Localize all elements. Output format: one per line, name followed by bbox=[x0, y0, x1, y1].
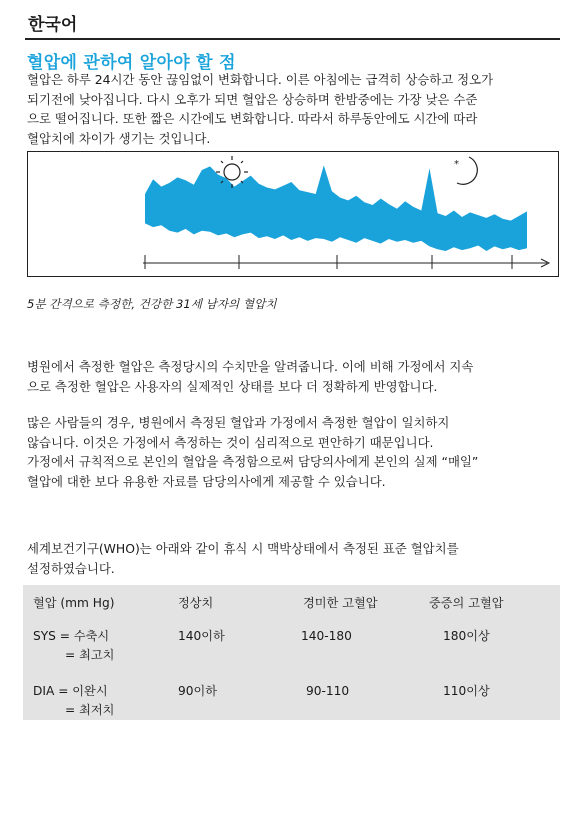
home-vs-clinic-paragraph bbox=[27, 357, 557, 396]
text-line: 혈압치에 차이가 생기는 것입니다. bbox=[27, 130, 211, 146]
text-line: 않습니다. 이것은 가정에서 측정하는 것이 심리적으로 편안하기 때문입니다. bbox=[27, 434, 434, 450]
intro-paragraph bbox=[27, 70, 557, 148]
row-label: SYS = 수축시 bbox=[33, 629, 110, 643]
normal-value: 90이하 bbox=[178, 684, 218, 698]
text-line: 설정하였습니다. bbox=[27, 560, 115, 576]
severe-value: 110이상 bbox=[443, 684, 490, 698]
text-line: 혈압에 대한 보다 유용한 자료를 담당의사에게 제공할 수 있습니다. bbox=[27, 473, 386, 489]
text-line: 으로 측정한 혈압은 사용자의 실제적인 상태를 보다 더 정확하게 반영합니다. bbox=[27, 378, 438, 394]
blood-pressure-chart bbox=[27, 151, 559, 277]
table-header: 혈압 (mm Hg) bbox=[33, 596, 115, 610]
night-mark: * bbox=[454, 159, 459, 170]
moon-icon bbox=[457, 157, 477, 184]
text-line: 병원에서 측정한 혈압은 측정당시의 수치만을 알려줍니다. 이에 비해 가정에서 지속 bbox=[27, 359, 474, 374]
divider bbox=[25, 38, 560, 40]
row-label-sub: = 최고치 bbox=[65, 648, 115, 662]
text-line: 으로 떨어집니다. 또한 짧은 시간에도 변화합니다. 따라서 하루동안에도 시간에 따라 bbox=[27, 111, 478, 126]
text-line: 세계보건기구(WHO)는 아래와 같이 휴식 시 맥박상태에서 측정된 표준 혈압치를 bbox=[27, 541, 459, 556]
language-label: 한국어 bbox=[28, 15, 78, 35]
table-header: 중증의 고혈압 bbox=[429, 596, 504, 610]
text-line: 혈압은 하루 24시간 동안 끊임없이 변화합니다. 이른 아침에는 급격히 상승하고 정오가 bbox=[27, 72, 494, 87]
normal-value: 140이하 bbox=[178, 629, 225, 643]
text-line: 가정에서 규칙적으로 본인의 혈압을 측정함으로써 담당의사에게 본인의 실제 “매일” bbox=[27, 454, 479, 469]
text-line: 많은 사람들의 경우, 병원에서 측정된 혈압과 가정에서 측정한 혈압이 일치하지 bbox=[27, 415, 450, 430]
row-label-sub: = 최저치 bbox=[65, 703, 115, 717]
table-header: 경미한 고혈압 bbox=[303, 596, 378, 610]
row-label: DIA = 이완시 bbox=[33, 684, 108, 698]
table-header: 정상치 bbox=[178, 596, 214, 610]
severe-value: 180이상 bbox=[443, 629, 490, 643]
reasons-paragraph bbox=[27, 413, 557, 491]
chart-caption: 5분 간격으로 측정한, 건강한 31세 남자의 혈압치 bbox=[27, 297, 277, 311]
text-line: 되기전에 낮아집니다. 다시 오후가 되면 혈압은 상승하며 한밤중에는 가장 낮은 수준 bbox=[27, 91, 478, 107]
section-heading: 혈압에 관하여 알아야 할 점 bbox=[27, 53, 236, 73]
who-paragraph bbox=[27, 539, 557, 578]
mild-value: 140-180 bbox=[301, 629, 352, 643]
bp-classification-table bbox=[23, 585, 560, 720]
mild-value: 90-110 bbox=[306, 684, 350, 698]
bp-range-area bbox=[145, 165, 527, 251]
